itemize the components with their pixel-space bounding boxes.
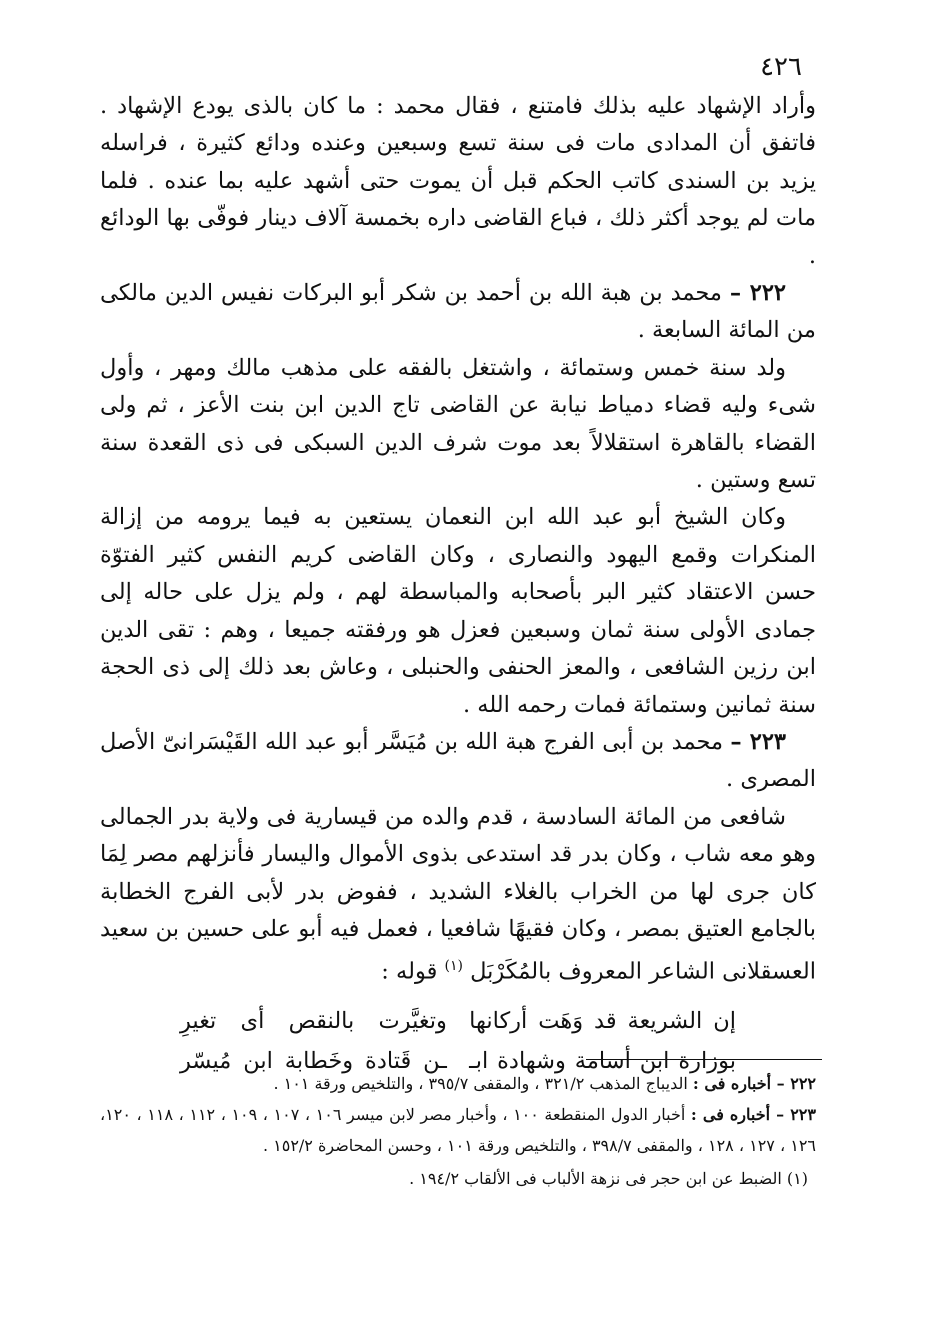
footnote-223 (100, 1099, 816, 1161)
footnote-222 (100, 1068, 816, 1099)
footnote-222-label: ٢٢٢ – أخباره فى : (692, 1074, 816, 1093)
entry-223-number: ٢٢٣ – (730, 728, 786, 755)
poem-hemistich-second: وتغيَّرت بالنقص أى تغيرِ (180, 1008, 447, 1035)
poem-line (180, 1001, 736, 1041)
poem-hemistich-second: ـن قَتادة وخَطابة ابن مُيسّر (180, 1048, 447, 1075)
footnote-divider (586, 1059, 822, 1060)
entry-223-title: محمد بن أبى الفرج هبة الله بن مُيَسَّر أبو عبد الله القَيْسَرانىّ الأصل المصرى . (100, 728, 816, 793)
poem-hemistich-first: بوزارة ابن أسامة وشهادة ابـ (469, 1048, 736, 1075)
footnote-223-text: أخبار الدول المنقطعة ١٠٠ ، وأخبار مصر لابن ميسر ١٠٦ ، ١٠٧ ، ١٠٩ ، ١١٢ ، ١١٨ ، ١٢٠، ١٢٦ ، ١٢٧ ، ١٢٨ ، والمقفى ٣٩٨/٧ ، والتلخيص ورقة ١٠١ ، وحسن المحاضرة ١٥٢/٢ . (100, 1105, 816, 1155)
entry-222-number: ٢٢٢ – (729, 280, 786, 307)
footnote-ref-1: (١) (444, 958, 463, 975)
footnote-223-label: ٢٢٣ – أخباره فى : (690, 1105, 816, 1124)
footnote-1: (١) الضبط عن ابن حجر فى نزهة الألباب فى الألقاب ١٩٤/٢ . (409, 1169, 808, 1188)
paragraph-3: وكان الشيخ أبو عبد الله ابن النعمان يستعين به فيما يرومه من إزالة المنكرات وقمع اليهود والنصارى ، وكان القاضى كريم النفس كثير الفتوّة حسن الاعتقاد كثير البر بأصحابه والمباسطة لهم ، ولم يزل على حاله إلى جمادى الأولى سنة ثمان وسبعين فعزل هو ورفقته جميعا ، وهم : تقى الدين ابن رزين الشافعى ، والمعز الحنفى والحنبلى ، وعاش بعد ذلك إلى ذى الحجة سنة ثمانين وستمائة فمات رحمه الله . (100, 504, 816, 718)
page-number: ٤٢٦ (760, 52, 802, 82)
footnote-222-text: الديباج المذهب ٣٢١/٢ ، والمقفى ٣٩٥/٧ ، والتلخيص ورقة ١٠١ . (273, 1074, 688, 1093)
footnotes (100, 1068, 816, 1194)
entry-222-title: محمد بن هبة الله بن أحمد بن شكر أبو البركات نفيس الدين مالكى من المائة السابعة . (100, 280, 816, 344)
paragraph-4-text: شافعى من المائة السادسة ، قدم والده من قيسارية فى ولاية بدر الجمالى وهو معه شاب ، وكان بدر قد استدعى بذوى الأموال واليسار فأنزلهم مصر لِمَا كان جرى لها من الخراب بالغلاء الشديد ، ففوض بدر لأبى الفرج الخطابة بالجامع العتيق بمصر ، وكان فقيهًا شافعيا ، فعمل فيه أبو على حسين بن سعيد العسقلانى الشاعر المعروف بالمُكَرْبَل (100, 803, 816, 985)
book-page (100, 52, 816, 1081)
entry-223-heading (100, 724, 816, 799)
main-text (100, 88, 816, 1081)
paragraph-4-tail: قوله : (381, 958, 438, 985)
paragraph-1: وأراد الإشهاد عليه بذلك فامتنع ، فقال محمد : ما كان بالذى يودع الإشهاد . فاتفق أن المدادى مات فى سنة تسع وسبعين وعنده ودائع كثيرة ، فراسله يزيد بن السندى كاتب الحكم قبل أن يموت حتى أشهد عليه بما عنده . فلما مات لم يوجد أكثر ذلك ، فباع القاضى داره بخمسة آلاف دينار فوفّى بها الودائع . (100, 93, 816, 269)
paragraph-2: ولد سنة خمس وستمائة ، واشتغل بالفقه على مذهب مالك ومهر ، وأول شىء وليه قضاء دمياط نيابة عن القاضى تاج الدين ابن بنت الأعز ، ثم ولى القضاء بالقاهرة استقلالاً بعد موت شرف الدين السبكى فى ذى القعدة سنة تسع وستين . (100, 354, 816, 494)
paragraph-4 (100, 799, 816, 992)
poem-hemistich-first: إن الشريعة قد وَهَت أركانها (469, 1008, 736, 1035)
entry-222-heading (100, 275, 816, 350)
